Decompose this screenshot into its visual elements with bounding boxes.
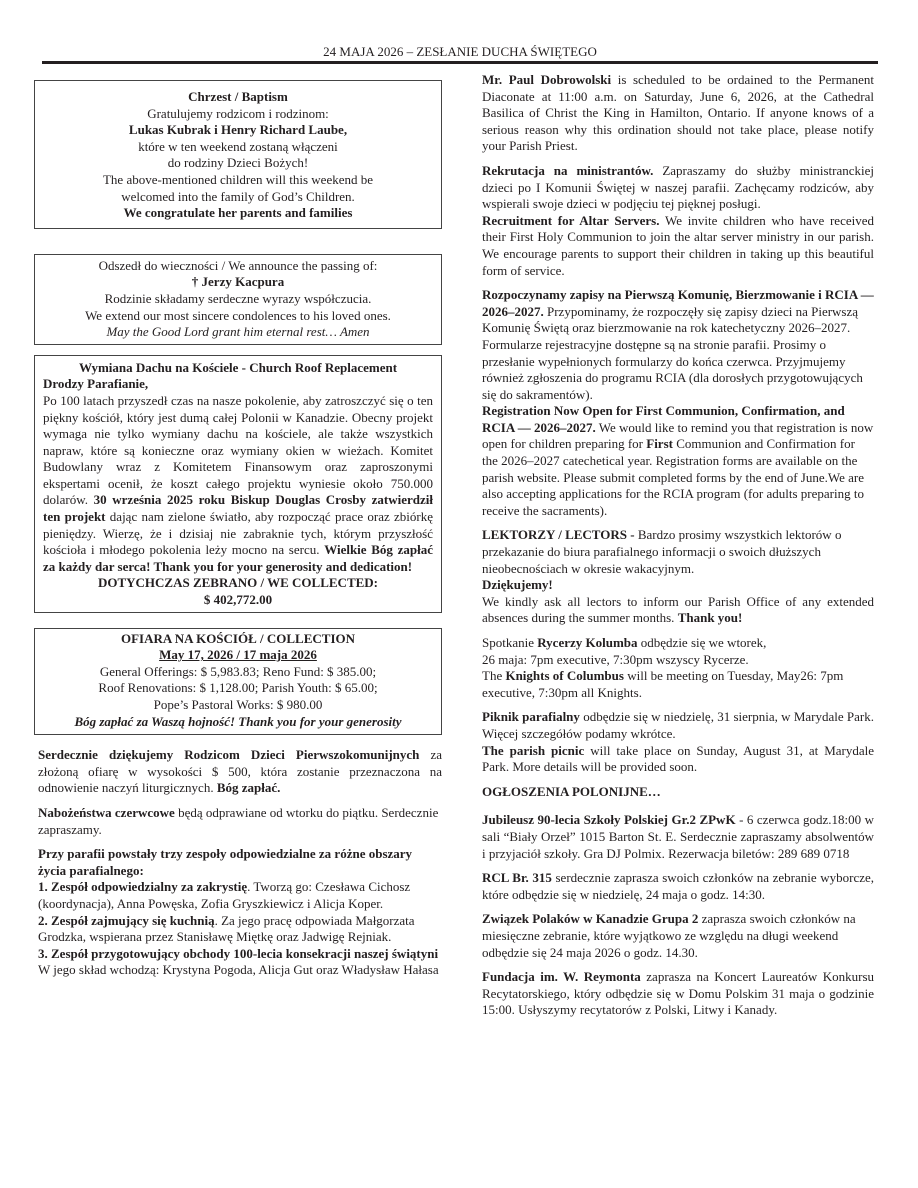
registration-pl-title: Rozpoczynamy zapisy na Pierwszą Komunię, Bierzmowanie i RCIA — 2026–2027. <box>482 287 874 319</box>
altar-en-text: We invite children who have received their First Holy Communion to join the altar server ministry in our parish. We encourage parents to support their children in taking up this beautiful form of service. <box>482 212 874 278</box>
baptism-line: do rodziny Dzieci Bożych! <box>167 155 309 171</box>
reymont-text: zaprasza na Koncert Laureatów Konkursu Recytatorskiego, który odbędzie się w Domu Polskim 31 maja o godzinie 15:00. Usłyszymy recytatorów z Polski, Litwy i Kanady. <box>482 969 874 1018</box>
roof-collected-label: DOTYCHCZAS ZEBRANO / WE COLLECTED: <box>97 575 379 591</box>
registration-en-text: We would like to remind you that registration is now open for children preparing for <box>482 419 874 452</box>
reymont-title: Fundacja im. W. Reymonta <box>482 969 641 985</box>
communion-thanks-text: za złożoną ofiarę w wysokości $ 500, która zostanie przeznaczona na odnowienie naczyń liturgicznych. <box>38 747 442 796</box>
picnic <box>482 709 874 775</box>
passing-line: Odszedł do wieczności / We announce the passing of: <box>98 257 378 273</box>
lectors-pl-thanks: Dziękujemy! <box>482 577 553 593</box>
registration-en-bold: First <box>646 436 673 452</box>
lectors-title: LEKTORZY / LECTORS - <box>482 527 635 543</box>
teams-intro: Przy parafii powstały trzy zespoły odpowiedzialne za różne obszary życia parafialnego: <box>38 846 413 878</box>
baptism-box <box>34 80 442 229</box>
baptism-title: Chrzest / Baptism <box>188 89 288 104</box>
parish-teams <box>38 846 442 979</box>
knights-text: will be meeting on Tuesday, May26: 7pm executive, 7:30pm all Knights. <box>482 668 844 700</box>
jubilee-title: Jubileusz 90-lecia Szkoły Polskiej Gr.2 ZPwK <box>482 812 736 828</box>
registration-en-title: Registration Now Open for First Communion, Confirmation, and RCIA — 2026–2027. <box>482 403 845 435</box>
right-column <box>482 72 874 1019</box>
team-title: 2. Zespół zajmujący się kuchnią <box>38 912 215 928</box>
roof-approval: 30 września 2025 roku Biskup Douglas Crosby zatwierdził ten projekt <box>43 492 433 525</box>
baptism-congrats: We congratulate her parents and families <box>123 205 353 221</box>
altar-servers <box>482 163 874 279</box>
passing-line: Rodzinie składamy serdeczne wyrazy współczucia. <box>104 290 372 306</box>
lectors <box>482 527 874 627</box>
roof-text: Po 100 latach przyszedł czas na nasze pokolenie, aby zatroszczyć się o ten piękny kościół, który jest dumą całej Polonii w Kanadzie. Obecny projekt wymaga nie tylko wymiany dachu na kościele, ale także wszystkich napraw, które są konieczne oraz wymiany okien w wieżach. Komitet Budowlany wraz z Komitetem Finansowym oraz zaproszonymi ekspertami ocenił, że koszt całego projektu wyniesie około 750.000 dolarów. <box>43 392 433 508</box>
zpk-text: zaprasza swoich członków na miesięczne zebranie, które wyjątkowo ze względu na długi weekend odbędzie się 24 maja 2026 o godz. 14.30. <box>482 911 856 960</box>
communion-thanks-lead: Serdecznie dziękujemy Rodzicom Dzieci Pierwszokomunijnych <box>38 747 420 763</box>
baptism-names: Lukas Kubrak i Henry Richard Laube, <box>128 122 348 138</box>
altar-en <box>482 213 874 279</box>
polonia-zpk <box>482 911 874 961</box>
picnic-title: Piknik parafialny <box>482 709 580 725</box>
jubilee-text: - 6 czerwca godz.18:00 w sali “Biały Orzeł” 1015 Barton St. E. Serdecznie zapraszamy absolwentów i przyjaciół szkoły. Gra DJ Polmix. Rezerwacja biletów: 289 689 0718 <box>482 812 875 861</box>
registration-en-text: Communion and Confirmation for the 2026–2027 catechetical year. Registration forms are available on the parish website. Please submit completed forms by the end of June.We are also accepting applications for the RCIA program (for adults preparing to receive the sacraments). <box>482 436 864 518</box>
knights-text: Spotkanie <box>482 635 534 650</box>
baptism-line: które w ten weekend zostaną włączeni <box>138 138 338 154</box>
lectors-pl-text: Bardzo prosimy wszystkich lektorów o przekazanie do biura parafialnego informacji o swoich dłuższych nieobecnościach w okresie wakacyjnym. <box>482 527 842 576</box>
page-header: 24 MAJA 2026 – ZESŁANIE DUCHA ŚWIĘTEGO <box>323 44 597 59</box>
baptism-line: welcomed into the family of God’s Children. <box>121 188 355 204</box>
polonia-jubilee <box>482 812 874 862</box>
roof-box <box>34 355 442 613</box>
baptism-line: The above-mentioned children will this weekend be <box>102 171 374 187</box>
team-text: . Za jego pracę odpowiada Małgorzata Grodzka, wspierana przez Stanisławę Miętkę oraz Jadwigę Rejniak. <box>38 912 415 945</box>
collection-title: OFIARA NA KOŚCIÓŁ / COLLECTION <box>120 630 356 646</box>
roof-thanks: Wielkie Bóg zapłać za każdy dar serca! Thank you for your generosity and dedication! <box>43 542 433 574</box>
diaconate-notice <box>482 72 874 155</box>
rcl-text: serdecznie zaprasza swoich członków na zebranie wyborcze, które odbędzie się w niedzielę, 24 maja o godz. 14:30. <box>482 870 875 902</box>
registration <box>482 287 874 519</box>
team-3-title: 3. Zespół przygotowujący obchody 100-lecia konsekracji naszej świątyni <box>38 945 439 961</box>
lectors-pl <box>482 527 874 577</box>
lectors-en <box>482 594 874 627</box>
knights-text: odbędzie się we wtorek, <box>640 635 767 650</box>
communion-thanks-end: Bóg zapłać. <box>216 780 281 796</box>
passing-line: We extend our most sincere condolences to his loved ones. <box>85 307 391 323</box>
passing-name: † Jerzy Kacpura <box>191 274 285 290</box>
passing-prayer: May the Good Lord grant him eternal rest… Amen <box>106 324 370 340</box>
diaconate-name: Mr. Paul Dobrowolski <box>482 72 612 87</box>
picnic-text: will take place on Sunday, August 31, at Marydale Park. More details will be provided soon. <box>482 742 875 775</box>
communion-thanks <box>38 747 442 797</box>
collection-box <box>34 628 442 736</box>
altar-pl-text: Zapraszamy do służby ministranckiej dzieci po I Komunii Świętej w naszej parafii. Zachęcamy rodziców, aby wspierali swoje dzieci w podjęciu tej pięknej posługi. <box>482 162 875 212</box>
collection-line: Roof Renovations: $ 1,128.00; Parish Youth: $ 65.00; <box>98 680 378 696</box>
team-1 <box>38 879 442 912</box>
picnic-pl <box>482 709 874 742</box>
collection-date: May 17, 2026 / 17 maja 2026 <box>159 647 317 663</box>
picnic-text: odbędzie się w niedzielę, 31 sierpnia, w Marydale Park. Więcej szczegółów podamy wkrótce. <box>482 709 874 741</box>
altar-pl <box>482 163 874 213</box>
roof-collected-amount: $ 402,772.00 <box>203 592 273 608</box>
roof-text: dając nam zielone światło, aby rozpocząć prace oraz zbiórkę pieniędzy. Wierzę, że i dzisiaj nie zabraknie tych, którym przyszłość kościoła i młodego pokolenia leży mocno na sercu. <box>43 509 433 558</box>
team-3-text: W jego skład wchodzą: Krystyna Pogoda, Alicja Gut oraz Władysław Hałasa <box>38 962 439 978</box>
team-2 <box>38 913 442 946</box>
team-text: . Tworzą go: Czesława Cichosz (koordynacja), Anna Powęska, Zofia Gryszkiewicz i Alicja Koper. <box>38 879 411 911</box>
roof-title: Wymiana Dachu na Kościele - Church Roof Replacement <box>78 359 398 375</box>
collection-line: Pope’s Pastoral Works: $ 980.00 <box>153 697 323 712</box>
left-column <box>34 72 442 979</box>
baptism-line: Gratulujemy rodzicom i rodzinom: <box>147 105 329 121</box>
lectors-en-thanks: Thank you! <box>677 610 743 626</box>
knights-org: Rycerzy Kolumba <box>537 635 638 650</box>
knights-en <box>482 668 874 701</box>
polonia-reymont <box>482 969 874 1019</box>
diaconate-text: is scheduled to be ordained to the Permanent Diaconate at 11:00 a.m. on Saturday, June 6, 2026, at the Cathedral Basilica of Christ the King in Hamilton, Ontario. If anyone knows of a serious reason why this ordination should not take place, please notify your Parish Priest. <box>482 72 875 154</box>
passing-box <box>34 254 442 345</box>
zpk-title: Związek Polaków w Kanadzie Grupa 2 <box>482 911 699 927</box>
picnic-en <box>482 743 874 776</box>
knights-org: Knights of Columbus <box>505 668 624 684</box>
team-title: 1. Zespół odpowiedzialny za zakrystię <box>38 879 248 895</box>
polonia-heading: OGŁOSZENIA POLONIJNE… <box>482 783 661 799</box>
header-rule <box>42 61 878 64</box>
knights <box>482 635 874 701</box>
june-text: będą odprawiane od wtorku do piątku. Serdecznie zapraszamy. <box>38 804 439 837</box>
registration-pl-text: Przypominamy, że rozpoczęły się zapisy dzieci na Pierwszą Komunię Świętą oraz bierzmowanie na rok katechetyczny 2026–2027. Formularze rejestracyjne dostępne są na stronie parafii. Prosimy o przesłanie wypełnionych formularzy do końca czerwca. Przyjmujemy również zgłoszenia do programu RCIA (dla dorosłych przygotowujących się do sakramentów). <box>482 303 863 402</box>
knights-pl <box>482 635 874 652</box>
picnic-title: The parish picnic <box>482 742 585 758</box>
june-devotions <box>38 805 442 838</box>
altar-pl-title: Rekrutacja na ministrantów. <box>482 162 654 178</box>
collection-thanks: Bóg zapłać za Waszą hojność! Thank you for your generosity <box>74 713 402 729</box>
knights-pl-times: 26 maja: 7pm executive, 7:30pm wszyscy Rycerze. <box>482 651 749 667</box>
june-title: Nabożeństwa czerwcowe <box>38 804 175 820</box>
registration-en <box>482 403 874 519</box>
lectors-en-text: We kindly ask all lectors to inform our Parish Office of any extended absences during the summer months. <box>482 593 874 626</box>
collection-line: General Offerings: $ 5,983.83; Reno Fund: $ 385.00; <box>99 663 377 679</box>
roof-salutation: Drodzy Parafianie, <box>43 376 149 392</box>
knights-text: The <box>482 668 503 684</box>
roof-body <box>43 393 433 576</box>
altar-en-title: Recruitment for Altar Servers. <box>482 212 660 228</box>
polonia-rcl <box>482 870 874 903</box>
rcl-title: RCL Br. 315 <box>482 870 552 886</box>
registration-pl <box>482 287 874 403</box>
